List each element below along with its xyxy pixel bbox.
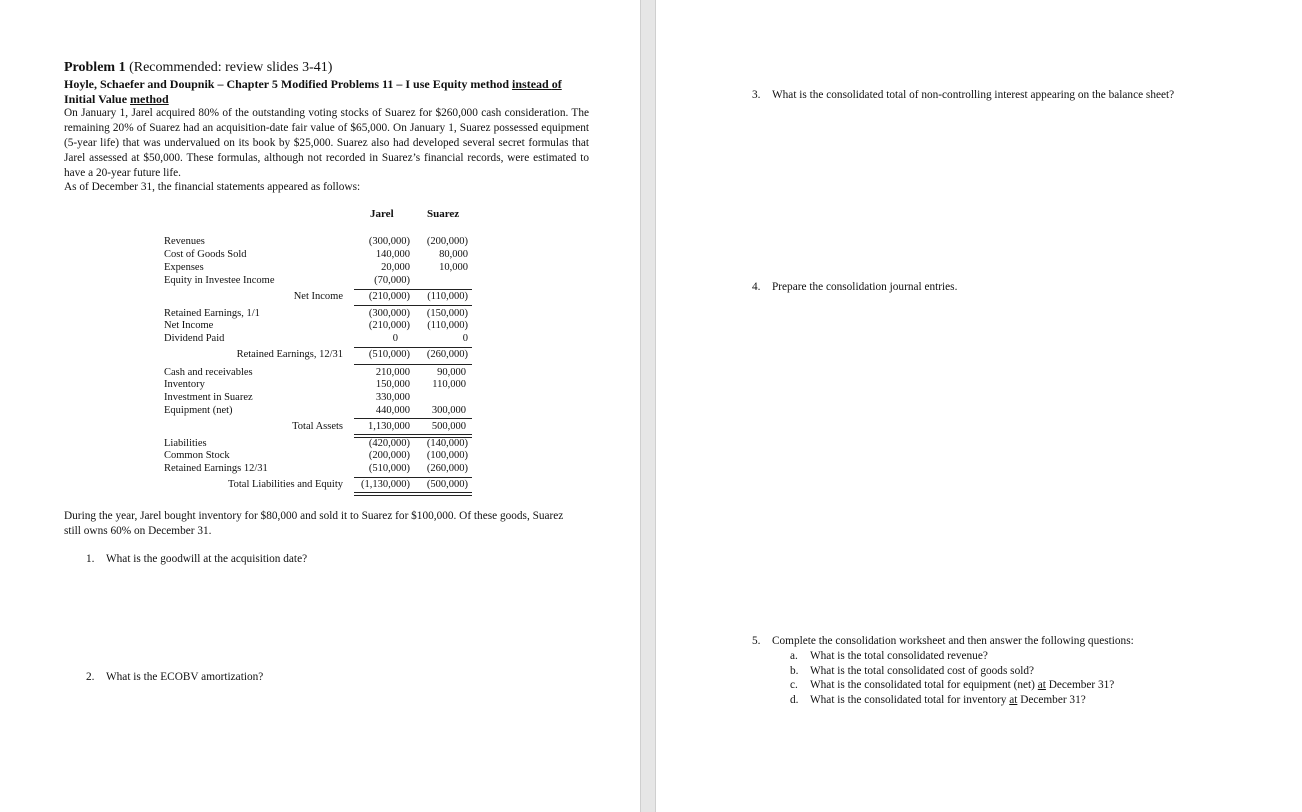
row-label: Liabilities <box>164 438 207 449</box>
cell-jarel: 150,000 <box>375 379 410 390</box>
problem-subtitle: Hoyle, Schaefer and Doupnik – Chapter 5 Modified Problems 11 – I use Equity method instead of Initial Value method <box>64 77 562 106</box>
cell-suarez: (150,000) <box>426 308 468 319</box>
rule-line <box>354 477 472 478</box>
during-year-paragraph: During the year, Jarel bought inventory for $80,000 and sold it to Suarez for $100,000. Of these goods, Suarez still owns 60% on December 31. <box>64 510 564 537</box>
question-5a: a. What is the total consolidated revenue? <box>790 650 988 662</box>
problem-intro-paragraph: On January 1, Jarel acquired 80% of the outstanding voting stocks of Suarez for $260,000 cash consideration. The remaining 20% of Suarez had an acquisition-date fair value of $65,000. On January 1, Suarez possessed equipment (5-year life) that was undervalued on its book by $25,000. Suarez also had developed several secret formulas that Jarel assessed at $50,000. These formulas, although not recorded in Suarez’s financial records, were estimated to have a 20-year future life. <box>64 107 589 179</box>
question-4: 4. Prepare the consolidation journal entries. <box>752 281 958 293</box>
row-label-total: Total Assets <box>292 421 343 432</box>
cell-suarez: (100,000) <box>426 450 468 461</box>
row-label: Cash and receivables <box>164 367 253 378</box>
row-label: Expenses <box>164 262 204 273</box>
question-5d: d. What is the consolidated total for inventory at December 31? <box>790 694 1086 706</box>
cell-jarel: 0 <box>392 333 398 344</box>
cell-suarez: (200,000) <box>426 236 468 247</box>
cell-suarez: 80,000 <box>439 249 468 260</box>
cell-jarel: (510,000) <box>368 349 410 360</box>
row-label: Inventory <box>164 379 205 390</box>
cell-suarez: 110,000 <box>432 379 466 390</box>
cell-suarez: (260,000) <box>426 349 468 360</box>
cell-jarel: (300,000) <box>368 308 410 319</box>
question-3: 3. What is the consolidated total of non-controlling interest appearing on the balance sheet? <box>752 89 1175 101</box>
cell-jarel: (300,000) <box>368 236 410 247</box>
row-label: Equity in Investee Income <box>164 275 275 286</box>
cell-suarez: (110,000) <box>427 320 468 331</box>
as-of-statement: As of December 31, the financial statements appeared as follows: <box>64 181 361 193</box>
rule-line <box>354 364 472 365</box>
cell-suarez: (110,000) <box>427 291 468 302</box>
cell-jarel: 20,000 <box>381 262 410 273</box>
cell-suarez: 300,000 <box>431 405 466 416</box>
row-label: Retained Earnings, 1/1 <box>164 308 260 319</box>
row-label: Retained Earnings 12/31 <box>164 463 268 474</box>
row-label: Cost of Goods Sold <box>164 249 247 260</box>
rule-line <box>354 305 472 306</box>
cell-jarel: (70,000) <box>374 275 410 286</box>
cell-jarel: 140,000 <box>375 249 410 260</box>
rule-line <box>354 418 472 419</box>
cell-suarez: 0 <box>462 333 468 344</box>
row-label: Equipment (net) <box>164 405 233 416</box>
question-2: 2. What is the ECOBV amortization? <box>86 671 264 683</box>
cell-jarel: 210,000 <box>375 367 410 378</box>
cell-suarez: 90,000 <box>437 367 466 378</box>
cell-jarel: (210,000) <box>368 291 410 302</box>
question-1: 1. What is the goodwill at the acquisition date? <box>86 553 308 565</box>
cell-jarel: (420,000) <box>368 438 410 449</box>
problem-title: Problem 1 (Recommended: review slides 3-41) <box>64 60 333 75</box>
row-label: Revenues <box>164 236 205 247</box>
cell-jarel: (200,000) <box>368 450 410 461</box>
question-5b: b. What is the total consolidated cost of goods sold? <box>790 665 1035 677</box>
cell-suarez: (500,000) <box>426 479 468 490</box>
row-label-total: Net Income <box>293 291 343 302</box>
cell-suarez: 500,000 <box>431 421 466 432</box>
cell-jarel: (1,130,000) <box>361 479 410 490</box>
col-header-suarez: Suarez <box>427 208 460 220</box>
document-page-right <box>655 0 1302 812</box>
question-5c: c. What is the consolidated total for equipment (net) at December 31? <box>790 679 1115 691</box>
cell-suarez: (140,000) <box>426 438 468 449</box>
row-label: Dividend Paid <box>164 333 225 344</box>
row-label: Common Stock <box>164 450 230 461</box>
row-label-total: Retained Earnings, 12/31 <box>236 349 343 360</box>
row-label: Net Income <box>164 320 214 331</box>
cell-jarel: 1,130,000 <box>368 421 410 432</box>
rule-line <box>354 347 472 348</box>
question-5: 5. Complete the consolidation worksheet and then answer the following questions: <box>752 635 1134 647</box>
document-page-left <box>0 0 641 812</box>
col-header-jarel: Jarel <box>370 208 394 220</box>
cell-jarel: 440,000 <box>375 405 410 416</box>
row-label: Investment in Suarez <box>164 392 253 403</box>
cell-jarel: 330,000 <box>375 392 410 403</box>
double-rule-line <box>354 492 472 496</box>
rule-line <box>354 289 472 290</box>
cell-suarez: 10,000 <box>439 262 468 273</box>
cell-jarel: (210,000) <box>368 320 410 331</box>
cell-suarez: (260,000) <box>426 463 468 474</box>
row-label-total: Total Liabilities and Equity <box>227 479 343 490</box>
cell-jarel: (510,000) <box>368 463 410 474</box>
